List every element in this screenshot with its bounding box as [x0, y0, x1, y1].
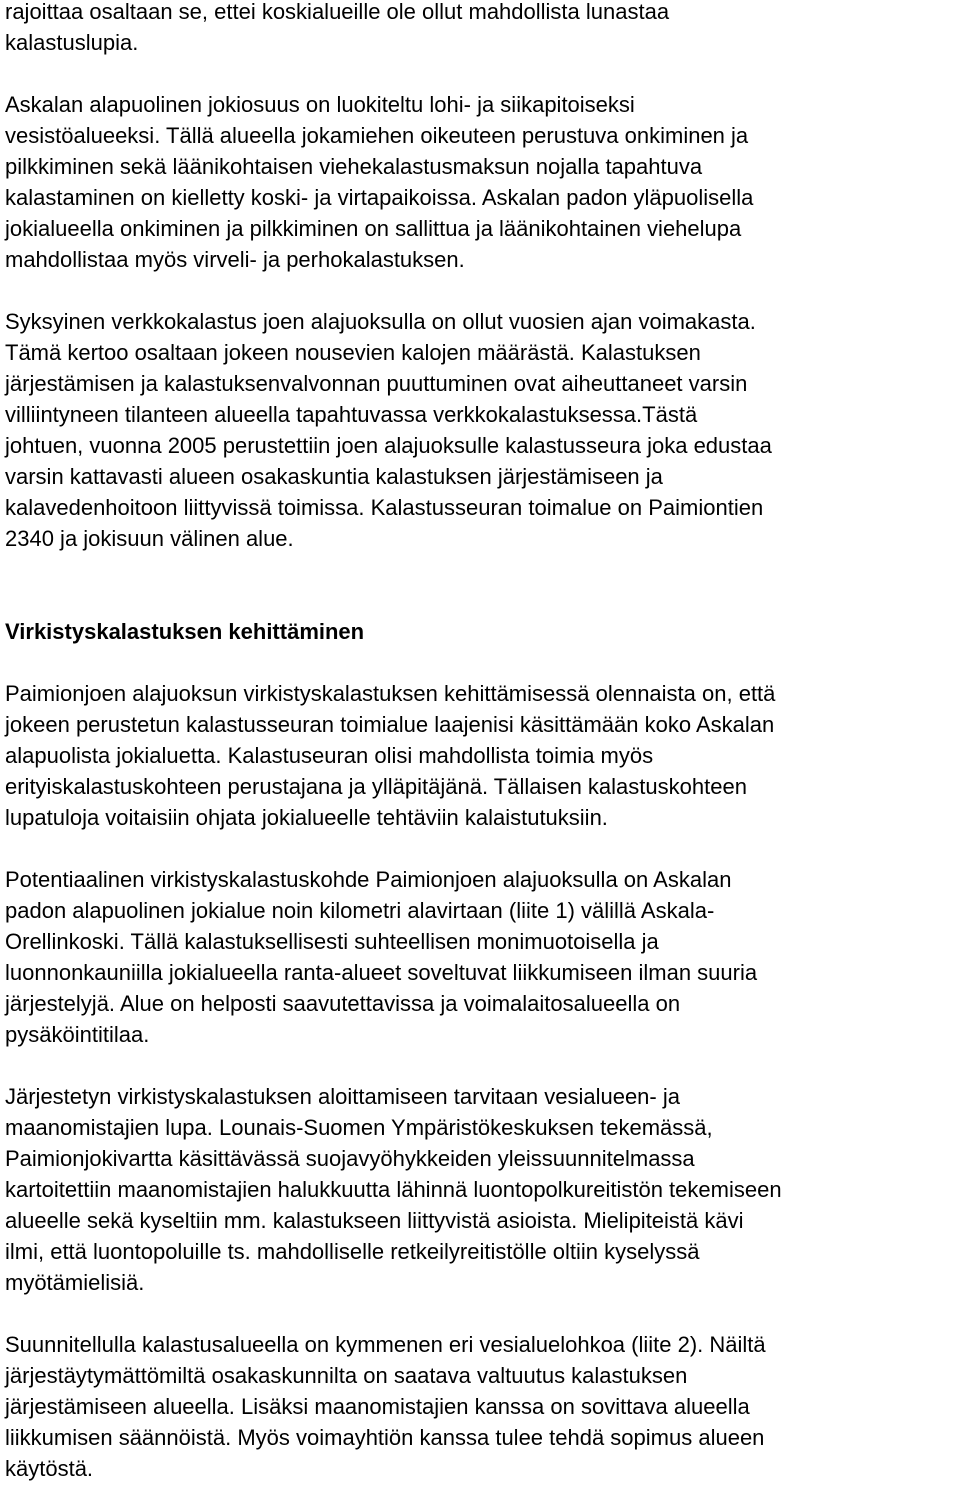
- section-spacer: [5, 554, 960, 616]
- text-line: alueelle sekä kyseltiin mm. kalastukseen liittyvistä asioista. Mielipiteistä kävi: [5, 1208, 744, 1233]
- text-line: Suunnitellulla kalastusalueella on kymmenen eri vesialuelohkoa (liite 2). Näiltä: [5, 1332, 766, 1357]
- text-line: kartoitettiin maanomistajien halukkuutta lähinnä luontopolkureitistön tekemiseen: [5, 1177, 782, 1202]
- text-line: erityiskalastuskohteen perustajana ja ylläpitäjänä. Tällaisen kalastuskohteen: [5, 774, 747, 799]
- text-line: järjestäytymättömiltä osakaskunnilta on saatava valtuutus kalastuksen: [5, 1363, 688, 1388]
- text-line: jokeen perustetun kalastusseuran toimialue laajenisi käsittämään koko Askalan: [5, 712, 775, 737]
- text-line: maanomistajien lupa. Lounais-Suomen Ympäristökeskuksen tekemässä,: [5, 1115, 713, 1140]
- text-line: vesistöalueeksi. Tällä alueella jokamiehen oikeuteen perustuva onkiminen ja: [5, 123, 749, 148]
- paragraph-fishing-permits: [5, 0, 960, 58]
- text-line: pilkkiminen sekä läänikohtaisen viehekalastusmaksun nojalla tapahtuva: [5, 154, 703, 179]
- text-line: Askalan alapuolinen jokiosuus on luokiteltu lohi- ja siikapitoiseksi: [5, 92, 635, 117]
- text-line: villiintyneen tilanteen alueella tapahtuvassa verkkokalastuksessa.Tästä: [5, 402, 698, 427]
- text-line: järjestämiseen alueella. Lisäksi maanomistajien kanssa on sovittava alueella: [5, 1394, 750, 1419]
- paragraph-spacer: [5, 1298, 960, 1329]
- text-line: varsin kattavasti alueen osakaskuntia kalastuksen järjestämiseen ja: [5, 464, 663, 489]
- text-line: Paimionjoen alajuoksun virkistyskalastuksen kehittämisessä olennaista on, että: [5, 681, 776, 706]
- text-line: ilmi, että luontopoluille ts. mahdolliselle retkeilyreitistölle oltiin kyselyssä: [5, 1239, 700, 1264]
- paragraph-permits-required: [5, 1081, 960, 1298]
- section-heading: [5, 616, 960, 647]
- text-line: Paimionjokivartta käsittävässä suojavyöhykkeiden yleissuunnitelmassa: [5, 1146, 695, 1171]
- text-line: myötämielisiä.: [5, 1270, 145, 1295]
- text-line: liikkumisen säännöistä. Myös voimayhtiön kanssa tulee tehdä sopimus alueen: [5, 1425, 765, 1450]
- text-line: järjestämisen ja kalastuksenvalvonnan puuttuminen ovat aiheuttaneet varsin: [5, 371, 748, 396]
- text-line: käytöstä.: [5, 1456, 94, 1481]
- text-line: kalastaminen on kielletty koski- ja virtapaikoissa. Askalan padon yläpuolisella: [5, 185, 754, 210]
- text-line: alapuolista jokialuetta. Kalastuseuran olisi mahdollista toimia myös: [5, 743, 654, 768]
- section-title: Virkistyskalastuksen kehittäminen: [5, 619, 365, 644]
- text-line: rajoittaa osaltaan se, ettei koskialueille ole ollut mahdollista lunastaa: [5, 0, 670, 24]
- paragraph-spacer: [5, 647, 960, 678]
- paragraph-spacer: [5, 833, 960, 864]
- text-line: lupatuloja voitaisiin ohjata jokialueelle tehtäviin kalaistutuksiin.: [5, 805, 608, 830]
- text-line: kalavedenhoitoon liittyvissä toimissa. Kalastusseuran toimalue on Paimiontien: [5, 495, 764, 520]
- document-page: [5, 0, 960, 1484]
- paragraph-river-classification: [5, 89, 960, 275]
- text-line: Tämä kertoo osaltaan jokeen nousevien kalojen määrästä. Kalastuksen: [5, 340, 701, 365]
- text-line: luonnonkauniilla jokialueella ranta-alueet soveltuvat liikkumiseen ilman suuria: [5, 960, 758, 985]
- text-line: johtuen, vuonna 2005 perustettiin joen alajuoksulle kalastusseura joka edustaa: [5, 433, 772, 458]
- paragraph-water-areas: [5, 1329, 960, 1484]
- text-line: Potentiaalinen virkistyskalastuskohde Paimionjoen alajuoksulla on Askalan: [5, 867, 732, 892]
- paragraph-spacer: [5, 1050, 960, 1081]
- text-line: Järjestetyn virkistyskalastuksen aloittamiseen tarvitaan vesialueen- ja: [5, 1084, 680, 1109]
- paragraph-spacer: [5, 275, 960, 306]
- text-line: kalastuslupia.: [5, 30, 139, 55]
- text-line: padon alapuolinen jokialue noin kilometri alavirtaan (liite 1) välillä Askala-: [5, 898, 715, 923]
- text-line: mahdollistaa myös virveli- ja perhokalastuksen.: [5, 247, 465, 272]
- paragraph-development: [5, 678, 960, 833]
- paragraph-potential-site: [5, 864, 960, 1050]
- text-line: jokialueella onkiminen ja pilkkiminen on sallittua ja läänikohtainen viehelupa: [5, 216, 742, 241]
- text-line: pysäköintitilaa.: [5, 1022, 150, 1047]
- paragraph-net-fishing: [5, 306, 960, 554]
- text-line: 2340 ja jokisuun välinen alue.: [5, 526, 294, 551]
- text-line: järjestelyjä. Alue on helposti saavutettavissa ja voimalaitosalueella on: [5, 991, 681, 1016]
- text-line: Syksyinen verkkokalastus joen alajuoksulla on ollut vuosien ajan voimakasta.: [5, 309, 756, 334]
- text-line: Orellinkoski. Tällä kalastuksellisesti suhteellisen monimuotoisella ja: [5, 929, 659, 954]
- paragraph-spacer: [5, 58, 960, 89]
